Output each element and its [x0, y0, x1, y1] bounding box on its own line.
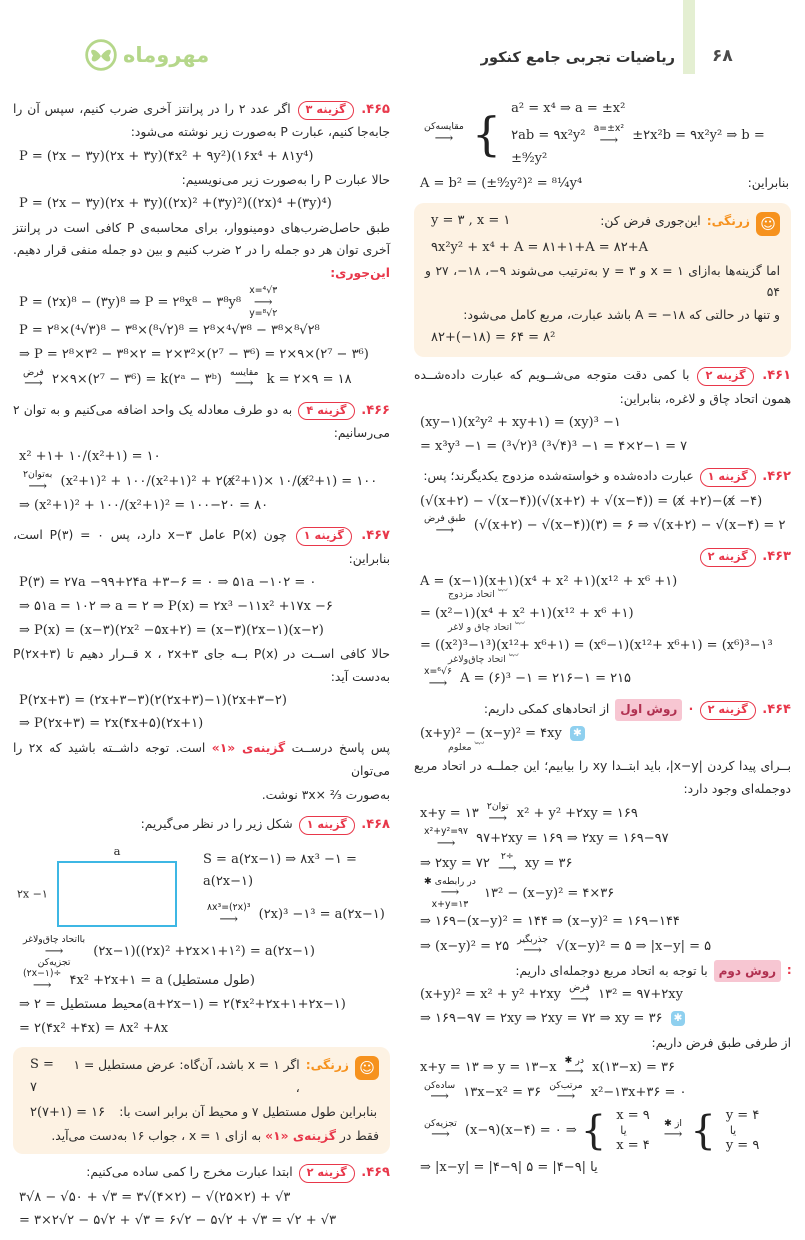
option-pill: گزینه ۲: [700, 701, 756, 720]
arrow-label: در ✱: [564, 1054, 585, 1066]
arrow-icon: ⟶: [219, 911, 239, 927]
problem-block: [414, 98, 791, 357]
math-line-wrap: [13, 994, 390, 1017]
arrow-label: ÷۲: [500, 850, 514, 862]
page-header: [0, 0, 805, 92]
case-row: x = ۴: [616, 1138, 650, 1154]
text-line: [13, 737, 390, 782]
arrow-label: فرض: [569, 982, 590, 994]
labeled-arrow: [23, 368, 44, 391]
math-line: = ۲(۴x² +۴x) = ۸x² +۸x: [19, 1020, 169, 1036]
problem-block: [414, 545, 791, 691]
tip-header: [24, 1054, 379, 1100]
brand-logo: [84, 38, 209, 72]
option-pill: گزینه ۱: [700, 468, 756, 487]
case-row: y = ۹: [725, 1138, 760, 1154]
column-right: [414, 96, 791, 1186]
rectangle-figure: [17, 843, 177, 927]
zerangi-smiley-icon: ☺: [355, 1056, 379, 1080]
math-line-wrap: [13, 690, 390, 713]
option-pill: گزینه ۱: [299, 816, 355, 835]
math-line-wrap: [425, 237, 780, 260]
labeled-arrow: [424, 667, 452, 690]
mixed-line: [414, 172, 791, 196]
cases-column: [610, 1107, 649, 1155]
mehromah-butterfly-logo-icon: [84, 38, 118, 72]
text-line: به‌صورت ²⁄₃ ×۳x نوشت.: [261, 787, 390, 802]
arrow-label: a=±x²: [593, 122, 625, 134]
brace-icon: {: [690, 1107, 716, 1154]
problem-block: [414, 364, 791, 458]
problem-header: ۴۶۵. گزینه ۳ اگر عدد ۲ را در پرانتز آخری ضرب کنیم، سپس آن را جابه‌جا کنیم، عبارت P به‌صورت زیر نوشته می‌شود:: [13, 102, 390, 140]
math-line-wrap: [414, 491, 791, 514]
math-line-wrap: [425, 327, 780, 350]
math-line-wrap: [414, 1056, 791, 1080]
problem-block: [414, 465, 791, 538]
arrow-label: در رابطه‌ی ✱: [424, 875, 476, 887]
math-line: x² +۱+ ۱۰/(x²+۱) = ۱۰: [19, 449, 161, 465]
math-line-wrap: [13, 713, 390, 736]
problem-block: [414, 698, 791, 1179]
math-line-wrap: [13, 368, 390, 392]
star-badge-icon: ✱: [671, 1011, 686, 1026]
arrow-icon: ⟶: [497, 860, 517, 876]
rect-top-label: a: [113, 843, 121, 858]
arrow-label: x=⁶√۶: [424, 666, 452, 677]
math-line-wrap: [414, 723, 791, 754]
math-line: x+y = ۱۳ ⇒ y = ۱۳−x در ✱ ⟶ x(۱۳−x) = ۳۶: [420, 1054, 675, 1080]
math-line-wrap: [414, 802, 791, 826]
math-line: بااتحاد چاق‌ولاغر ⟶ تجزیه‌کن (۲x−۱)((۲x)² +۲x×۱+۱²) = a(۲x−۱): [23, 933, 315, 969]
math-line-wrap: [414, 877, 791, 910]
labeled-arrow: [230, 368, 258, 391]
labeled-arrow: [487, 802, 509, 825]
arrow-label: بااتحاد چاق‌ولاغر: [23, 933, 86, 945]
text-part: به ازای x = ۱ ، جواب ۱۶ به‌دست می‌آید.: [51, 1128, 266, 1143]
math-line: ۹x²y² + x⁴ + A = ۸۱+۱+A = ۸۲+A: [431, 240, 649, 256]
mixed-line: [24, 1101, 379, 1125]
math-line: (√(x+۲) − √(x−۴))(√(x+۲) + √(x−۴)) = (x̸ +۲)−(x̸ −۴): [420, 493, 763, 509]
brace-icon: {: [580, 1107, 607, 1154]
math-line: = (x²−۱)(x⁴ + x² +۱)(x¹² + x⁶ +۱): [420, 605, 634, 621]
system-rows: [505, 98, 791, 170]
math-line-wrap: [13, 344, 390, 367]
labeled-arrow: [249, 286, 277, 319]
arrow-icon: ⟶: [523, 943, 542, 959]
math-line: A = (x−۱)(x+۱)(x⁴ + x² +۱)(x¹² + x⁶ +۱): [420, 573, 678, 589]
math-line: y = ۳ , x = ۱: [431, 213, 511, 229]
math-line: S = ۷: [30, 1057, 54, 1096]
math-line: طبق فرض ⟶ (√(x+۲) − √(x−۴))(۳) = ۶ ⇒ √(x+۲) − √(x−۴) = ۲: [424, 513, 786, 539]
arrow-sublabel: تجزیه‌کن: [37, 957, 71, 969]
problem-header: ۴۶۲. گزینه ۱ عبارت داده‌شده و خواسته‌شده مزدوج یکدیگرند؛ پس:: [414, 465, 791, 488]
problem-block: [13, 524, 390, 806]
math-line-wrap: [414, 1081, 791, 1105]
arrow-label: جذربگیر: [517, 933, 548, 945]
math-line: = ((x²)³−۱³)(x¹²+ x⁶+۱) = (x⁶−۱)(x¹²+ x⁶+۱) = (x⁶)³−۱³: [420, 637, 773, 653]
emphasis-red: این‌جوری:: [330, 266, 390, 281]
arrow-icon: ⟶: [428, 675, 448, 691]
math-line-wrap: [13, 620, 390, 643]
math-line: S = a(۲x−۱) ⇒ ۸x³ −۱ = a(۲x−۱): [203, 851, 357, 890]
math-line-wrap: [414, 412, 791, 435]
math-line-wrap: [414, 514, 791, 538]
math-line: ساده‌کن ⟶ ۱۳x−x² = ۳۶ مرتب‌کن ⟶ x²−۱۳x+۳۶ = ۰: [424, 1079, 687, 1105]
math-line-wrap: [13, 146, 390, 169]
math-line-wrap: [13, 1018, 390, 1041]
option-pill: گزینه ۲: [697, 367, 753, 386]
problem-block: [13, 813, 390, 1154]
option-pill: گزینه ۴: [298, 402, 354, 421]
brace-icon: {: [471, 106, 502, 161]
math-line: [414, 122, 468, 146]
labeled-arrow: [549, 1081, 582, 1104]
text-line: بنابراین:: [747, 176, 789, 191]
problem-header: ۴۶۹. گزینه ۲ ابتدا عبارت مخرج را کمی ساده می‌کنیم:: [13, 1161, 390, 1184]
arrow-icon: ⟶: [436, 835, 456, 851]
arrow-label: x=⁴√۳: [249, 284, 278, 296]
problem-number: ۴۶۵.: [355, 102, 390, 117]
math-line: ⇒ P = ۲⁸×۳² − ۳⁸×۲ = ۲×۳²×(۲⁷ − ۳⁶) = ۲×۹×(۲⁷ − ۳⁶): [19, 346, 369, 362]
rectangle-shape: [57, 861, 177, 927]
text-line: [24, 1126, 379, 1148]
arrow-label: طبق فرض: [424, 513, 466, 525]
cases-column: [720, 1107, 759, 1155]
text-line: طبق حاصل‌ضرب‌های دومینووار، برای محاسبه‌ی P کافی است در پرانتز آخری توان هر دو جمله را در ۲ ضرب کنیم و بین دو جمله منفی قرار دهیم. این‌جوری:: [13, 220, 390, 281]
math-line: ⇒ |x−y| = |۴−۹| یا |۹−۴| = ۵: [420, 1159, 598, 1175]
math-line-wrap: [414, 667, 791, 691]
arrow-label: ÷(۲x−۱): [23, 967, 62, 979]
arrow-icon: ⟶: [488, 810, 508, 826]
method-separator: ∶: [783, 963, 791, 978]
math-line-wrap: [414, 436, 791, 459]
tip-header: [425, 210, 780, 236]
arrow-icon: ⟶: [430, 1089, 449, 1105]
tip-header-text: [600, 210, 780, 236]
problem-header: ۴۶۷. گزینه ۱ چون P(x) عامل x−۳ دارد، پس P(۳) = ۰ است، بنابراین:: [13, 528, 390, 566]
header-divider-bar: [683, 0, 695, 74]
math-line: x=⁶√۶ ⟶ A = (۶)³ −۱ = ۲۱۶−۱ = ۲۱۵: [424, 666, 632, 691]
labeled-arrow: [664, 1119, 683, 1142]
labeled-arrow: [424, 827, 468, 850]
text-line: از طرفی طبق فرض داریم:: [651, 1035, 791, 1050]
math-line: ⇒ P(۲x+۳) = ۲x(۴x+۵)(۲x+۱): [19, 716, 204, 732]
book-title: ریاضیات تجربی جامع کنکور: [480, 50, 675, 66]
math-line: ÷(۲x−۱) ⟶ ۴x² +۲x+۱ = a (طول مستطیل): [23, 967, 255, 993]
math-line: تجزیه‌کن ⟶ (x−۹)(x−۴) = ۰ ⇒: [424, 1117, 577, 1143]
labeled-arrow: [424, 514, 466, 537]
math-line: P = (۲x − ۳y)(۲x + ۳y)((۲x)² +(۳y)²)((۲x)⁴ +(۳y)⁴): [19, 196, 332, 211]
arrow-icon: ⟶: [431, 1127, 450, 1143]
math-line: ۸x³=(۲x)³ ⟶ (۲x)³ −۱³ = a(۲x−۱): [207, 902, 385, 927]
case-row: x = ۹: [616, 1107, 650, 1123]
arrow-icon: ⟶: [599, 132, 619, 148]
math-line: در رابطه‌ی ✱ ⟶ x+y=۱۳ ۱۳² − (x−y)² = ۴×۳۶: [424, 875, 615, 911]
text-line: این‌جوری فرض کن:: [600, 214, 701, 229]
math-line: ۲ab = ۹x²y² a=±x² ⟶ ±۲x²b = ۹x²y² ⇒ b = ±⁹⁄₂y²: [511, 122, 765, 166]
problem-number: ۴۶۲.: [757, 469, 791, 485]
math-line: به‌توان۲ ⟶ (x²+۱)² + ۱۰۰/(x²+۱)² + ۲(x̸²+۱)× ۱۰/(x̸²+۱) = ۱۰۰: [23, 468, 378, 494]
text-line: و تنها در حالتی که A = −۱۸ باشد عبارت، مربع کامل می‌شود:: [463, 307, 780, 322]
math-line: P = (۲x)⁸ − (۳y)⁸ ⇒ P = ۲⁸x⁸ − ۳⁸y⁸ x=⁴√۳ ⟶ y=⁸√۲: [19, 284, 278, 320]
arrow-label: تجزیه‌کن: [424, 1117, 457, 1129]
column-left: [13, 96, 390, 1240]
method-badge: روش اول: [615, 699, 682, 721]
problem-block: [13, 1161, 390, 1233]
problem-number: ۴۶۱.: [755, 368, 792, 384]
arrow-icon: ⟶: [440, 885, 460, 901]
problem-header: ۴۶۴. گزینه ۲ · روش اول از اتحادهای کمکی داریم:: [414, 698, 791, 721]
problem-number: ۴۶۳.: [757, 549, 791, 565]
star-badge-icon: ✱: [570, 726, 585, 741]
option-pill: گزینه ۳: [298, 101, 354, 120]
arrow-label: ساده‌کن: [424, 1079, 456, 1091]
math-line-wrap: [13, 969, 390, 993]
problem-header: ۴۶۸. گزینه ۱ شکل زیر را در نظر می‌گیریم:: [13, 813, 390, 836]
highlighted-answer: گزینه‌ی «۱»: [211, 741, 286, 756]
labeled-arrow: [424, 877, 476, 910]
arrow-icon: ⟶: [565, 1064, 584, 1080]
arrow-label: x²+y²=۹۷: [424, 825, 469, 837]
math-line: P(۲x+۳) = (۲x+۳−۳)(۲(۲x+۳)−۱)(۲x+۳−۲): [19, 692, 287, 708]
math-line: ۸۲+(−۱۸) = ۶۴ = ۸²: [431, 330, 556, 346]
arrow-label: مرتب‌کن: [549, 1079, 583, 1091]
page-number: ۶۸: [712, 46, 733, 66]
tip-title: زرنگی:: [706, 214, 750, 229]
arrow-icon: ⟶: [44, 943, 64, 959]
math-line-wrap: [414, 635, 791, 666]
math-line: P = ۲⁸×(⁴√۳)⁸ − ۳⁸×(⁸√۲)⁸ = ۲⁸×⁴√۳⁸ − ۳⁸×⁸√۲⁸: [19, 323, 320, 339]
tip-box: [414, 203, 791, 357]
problem-number: ۴۶۸.: [356, 817, 390, 833]
labeled-arrow: [23, 969, 61, 992]
math-line: = x³y³ −۱ = (³√۲)³ (³√۴)³ −۱ = ۴×۲−۱ = ۷: [420, 438, 688, 454]
math-line-wrap: [13, 193, 390, 216]
math-line: P(۳) = ۲۷a −۹۹+۲۴a +۳−۶ = ۰ ⇒ ۵۱a −۱۰۲ = ۰: [19, 575, 317, 590]
math-line: ۲(۷+۱) = ۱۶: [30, 1104, 106, 1120]
option-pill: گزینه ۲: [299, 1164, 355, 1183]
math-line: x+y = ۱۳ توان۲ ⟶ x² + y² +۲xy = ۱۶۹: [420, 800, 638, 826]
option-pill: گزینه ۲: [700, 548, 756, 567]
math-line: (xy−۱)(x²y² + xy+۱) = (xy)³ −۱: [420, 414, 621, 430]
case-row: یا: [729, 1124, 737, 1138]
math-line-wrap: [13, 596, 390, 619]
math-line-wrap: [13, 572, 390, 595]
math-line-wrap: [414, 911, 791, 934]
math-line: P = (۲x − ۳y)(۲x + ۳y)(۴x² + ۹y²)(۱۶x⁴ + ۸۱y⁴): [19, 148, 314, 164]
arrow-icon: ⟶: [556, 1089, 576, 1105]
text-line: حالا کافی اســت در P(x) بــه جای x ، ۲x+۳ قــرار دهیم تا P(۲x+۳) به‌دست آید:: [13, 647, 391, 684]
cases-line: [414, 1107, 791, 1155]
arrow-label: به‌توان۲: [23, 468, 53, 480]
problem-header: [414, 545, 791, 568]
labeled-arrow: [594, 124, 625, 147]
underbrace-label: ︸ اتحاد مزدوج: [448, 589, 508, 601]
arrow-icon: ⟶: [24, 376, 43, 392]
math-line: A = b² = (±⁹⁄₂y²)² = ⁸¹⁄₄y⁴: [420, 176, 583, 192]
problem-block: [13, 98, 390, 392]
system-of-equations: [414, 98, 791, 170]
math-line: ⇒ محیط مستطیل = ۲(a+۲x−۱) = ۲(۴x²+۲x+۱+۲x−۱): [19, 996, 346, 1012]
math-line: x²+y²=۹۷ ⟶ ۹۷+۲xy = ۱۶۹ ⇒ ۲xy = ۱۶۹−۹۷: [424, 825, 669, 851]
math-line: ⇒ ۱۶۹−۹۷ = ۲xy ⇒ ۲xy = ۷۲ ⇒ xy = ۳۶ ✱: [414, 1008, 791, 1031]
arrow-icon: ⟶: [570, 992, 589, 1008]
math-line: ⇒ ۲xy = ۷۲ ÷۲ ⟶ xy = ۳۶: [420, 850, 573, 876]
math-line-wrap: [414, 1157, 791, 1180]
text-line: بنابراین طول مستطیل ۷ و محیط آن برابر است با:: [119, 1104, 377, 1119]
underbrace-label: ︸ معلوم: [448, 742, 485, 754]
math-line-wrap: [13, 286, 390, 319]
math-line: ⇒ (x−y)² = ۲۵ جذربگیر ⟶ √(x−y)² = ۵ ⇒ |x−y| = ۵: [420, 933, 712, 959]
math-line-wrap: [414, 1008, 791, 1031]
math-line: [654, 1119, 687, 1143]
tip-box: [13, 1047, 390, 1154]
math-line: ۳√۸ − √۵۰ + √۳ = ۳√(۴×۲) − √(۲۵×۲) + √۳: [19, 1189, 291, 1205]
math-line: فرض ⟶ ۲×۹×(۲⁷ − ۳⁶) = k(۲ᵃ − ۳ᵇ) مقایسه ⟶ k = ۲×۹ = ۱۸: [23, 366, 352, 392]
arrow-sublabel: x+y=۱۳: [431, 899, 469, 911]
labeled-arrow: [424, 1119, 457, 1142]
arrow-label: از ✱: [664, 1117, 682, 1129]
underbrace-label: ︸ اتحاد چاق و لاغر: [448, 621, 525, 633]
problem-block: [13, 399, 390, 518]
labeled-arrow: [517, 935, 548, 958]
math-line-wrap: [13, 1210, 390, 1233]
labeled-arrow: [23, 935, 85, 968]
text-part: است. توجه داشــته باشید که ۲x را می‌توان: [13, 741, 390, 778]
arrow-sublabel: y=⁸√۲: [249, 308, 278, 320]
arrow-label: مقایسه: [230, 366, 259, 378]
math-line-wrap: [13, 1187, 390, 1210]
math-line-wrap: [414, 827, 791, 851]
math-line-wrap: [414, 852, 791, 876]
highlighted-answer: گزینه‌ی «۱»: [265, 1128, 336, 1143]
brand-name: مهروماه: [123, 43, 210, 67]
math-line: (x+y)² − (x−y)² = ۴xy ✱: [414, 723, 791, 746]
underbrace-label: ︸ اتحاد چاق‌ولاغر: [448, 653, 519, 665]
math-line: a² = x⁴ ⇒ a = ±x²: [511, 101, 626, 116]
math-line-wrap: [414, 983, 791, 1007]
text-part: فقط در: [335, 1128, 379, 1143]
math-line: ⇒ ۱۶۹−(x−y)² = ۱۴۴ ⇒ (x−y)² = ۱۶۹−۱۴۴: [420, 913, 680, 929]
method-line: ∶ روش دوم با توجه به اتحاد مربع دوجمله‌ای داریم:: [414, 960, 791, 983]
math-line: ⇒ ۵۱a = ۱۰۲ ⇒ a = ۲ ⇒ P(x) = ۲x³ −۱۱x² +۱۷x −۶: [19, 598, 333, 614]
problem-header: ۴۶۶. گزینه ۴ به دو طرف معادله یک واحد اضافه می‌کنیم و به توان ۲ می‌رسانیم:: [13, 402, 390, 440]
arrow-label: ۸x³=(۲x)³: [207, 902, 251, 914]
math-line-wrap: [13, 495, 390, 518]
math-line-wrap: [414, 603, 791, 634]
math-line-wrap: [414, 935, 791, 959]
problem-number: ۴۶۷.: [353, 528, 390, 544]
math-line-wrap: [13, 320, 390, 343]
math-line-wrap: [13, 470, 390, 494]
math-line-wrap: [414, 571, 791, 602]
text-line: اگر x = ۱ باشد، آن‌گاه: عرض مستطیل = ۱ ،: [73, 1058, 300, 1095]
zerangi-smiley-icon: ☺: [756, 212, 780, 236]
arrow-label: مقایسه‌کن: [424, 121, 464, 133]
labeled-arrow: [569, 983, 590, 1006]
labeled-arrow: [207, 903, 251, 926]
solutions-content: [0, 92, 805, 1240]
arrow-icon: ⟶: [435, 523, 455, 539]
labeled-arrow: [424, 1081, 455, 1104]
labeled-arrow: [565, 1056, 584, 1079]
diagram-math-lines: [197, 849, 390, 927]
math-line: = ۳×۲√۲ − ۵√۲ + √۳ = ۶√۲ − ۵√۲ + √۳ = √۲ + √۳: [19, 1213, 337, 1229]
text-part: پس پاسخ درســت: [285, 741, 391, 756]
arrow-icon: ⟶: [253, 294, 273, 310]
case-row: y = ۴: [725, 1107, 760, 1123]
arrow-icon: ⟶: [434, 131, 454, 146]
text-line: حالا عبارت P را به‌صورت زیر می‌نویسیم:: [181, 173, 390, 188]
arrow-icon: ⟶: [663, 1127, 683, 1143]
case-row: یا: [620, 1124, 627, 1138]
method-badge: روش دوم: [714, 960, 782, 982]
labeled-arrow: [498, 852, 517, 875]
math-line-wrap: [13, 446, 390, 469]
problem-header: ۴۶۱. گزینه ۲ با کمی دقت متوجه می‌شــویم که عبارت داده‌شــده همون اتحاد چاق و لاغره، بنابراین:: [414, 368, 792, 406]
arrow-icon: ⟶: [234, 376, 254, 392]
labeled-arrow: [424, 122, 464, 145]
math-line: ⇒ (x²+۱)² + ۱۰۰/(x²+۱)² = ۱۰۰−۲۰ = ۸۰: [19, 497, 269, 513]
tip-title: زرنگی:: [305, 1058, 349, 1073]
option-pill: گزینه ۱: [296, 527, 352, 546]
labeled-arrow: [23, 470, 52, 493]
math-line: ⇒ P(x) = (x−۳)(۲x² −۵x+۲) = (x−۳)(۲x−۱)(x−۲): [19, 622, 324, 638]
text-line: اما گزینه‌ها به‌ازای x = ۱ و y = ۳ به‌ترتیب می‌شوند ۹−، ۱۸−، ۲۷ و ۵۴: [425, 263, 780, 300]
arrow-label: توان۲: [486, 800, 509, 812]
rectangle-diagram-row: [17, 845, 390, 931]
arrow-label: فرض: [23, 366, 44, 378]
problem-number: ۴۶۶.: [356, 402, 390, 418]
tip-header-text: [71, 1054, 380, 1098]
math-line-wrap: [13, 935, 390, 968]
separator-dot: ·: [684, 701, 698, 716]
rect-side-label: ۲x −۱: [17, 887, 48, 901]
text-line: بــرای پیدا کردن |x−y|، باید ابتــدا xy را بیابیم؛ این جملــه در اتحاد مربع دوجمله‌ای وجود دارد:: [414, 759, 791, 797]
math-line: (x+y)² = x² + y² +۲xy فرض ⟶ ۱۳² = ۹۷+۲xy: [420, 982, 683, 1008]
arrow-icon: ⟶: [32, 977, 52, 993]
problem-number: ۴۶۴.: [757, 701, 791, 717]
problem-number: ۴۶۹.: [356, 1165, 390, 1181]
arrow-icon: ⟶: [28, 478, 47, 494]
